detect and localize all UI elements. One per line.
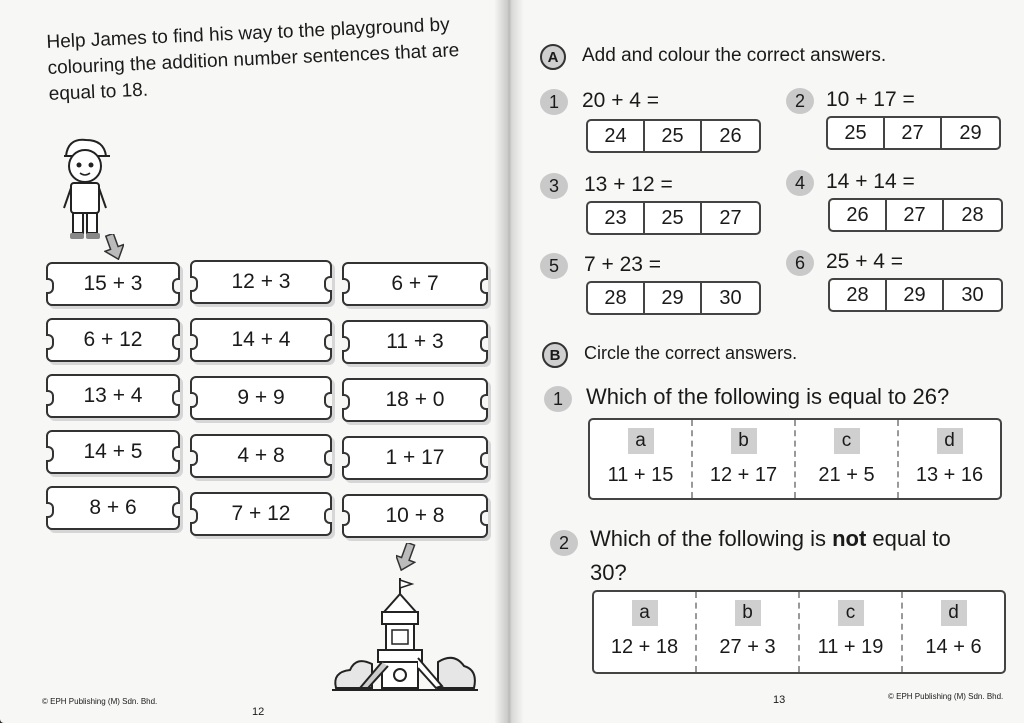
answer-option[interactable]: 26 [830, 200, 887, 230]
answer-options [586, 281, 761, 315]
answer-option[interactable]: 28 [830, 280, 887, 310]
choice-b[interactable] [693, 420, 796, 498]
question-text: 10 + 17 = [826, 88, 915, 111]
answer-options [586, 201, 761, 235]
answer-option[interactable]: 28 [588, 283, 645, 313]
page-number: 13 [773, 694, 786, 706]
answer-options [828, 278, 1003, 312]
choice-letter: d [937, 428, 963, 454]
question-text: 14 + 14 = [826, 170, 915, 193]
answer-option[interactable]: 29 [887, 280, 944, 310]
answer-option[interactable]: 27 [887, 200, 944, 230]
section-a-title: Add and colour the correct answers. [582, 45, 887, 66]
choice-letter: b [735, 600, 761, 626]
question-text-emphasis: not [832, 526, 867, 551]
question-number: 4 [786, 170, 814, 196]
question-text-line2: 30? [590, 560, 627, 585]
question-text: 13 + 12 = [584, 173, 673, 196]
choice-expression: 11 + 15 [607, 464, 674, 486]
maze-cell[interactable]: 13 + 4 [46, 374, 180, 418]
left-page [0, 0, 508, 723]
choice-d[interactable] [903, 592, 1004, 672]
maze-cell[interactable]: 8 + 6 [46, 486, 180, 530]
copyright-text: © EPH Publishing (M) Sdn. Bhd. [888, 692, 1004, 701]
choice-a[interactable] [594, 592, 697, 672]
choice-c[interactable] [800, 592, 903, 672]
question-text-part: equal to [866, 526, 951, 551]
answer-option[interactable]: 25 [828, 118, 885, 148]
answer-option[interactable]: 30 [961, 283, 984, 306]
maze-cell[interactable]: 11 + 3 [342, 320, 488, 364]
right-page [508, 0, 1024, 723]
boy-james-illustration [56, 136, 114, 246]
choice-letter: a [632, 600, 658, 626]
answer-option[interactable]: 25 [645, 203, 702, 233]
maze-cell[interactable]: 7 + 12 [190, 492, 332, 536]
answer-options [586, 119, 761, 153]
choice-b[interactable] [697, 592, 800, 672]
book-gutter-shadow [494, 0, 524, 723]
instruction-text: Help James to find his way to the playground by colouring the addition number sentences that are equal to 18. [46, 14, 460, 105]
question-number: 5 [540, 253, 568, 279]
section-a-badge: A [540, 44, 566, 70]
choice-expression: 12 + 18 [610, 636, 679, 658]
maze-cell[interactable]: 1 + 17 [342, 436, 488, 480]
choice-letter: b [731, 428, 757, 454]
maze-cell[interactable]: 15 + 3 [46, 262, 180, 306]
maze-cell[interactable]: 4 + 8 [190, 434, 332, 478]
choice-table [588, 418, 1002, 500]
maze-cell[interactable]: 14 + 5 [46, 430, 180, 474]
maze-cell[interactable]: 6 + 12 [46, 318, 180, 362]
section-b-badge: B [542, 342, 568, 368]
page-number: 12 [252, 706, 265, 718]
answer-option[interactable]: 25 [645, 121, 702, 151]
maze-cell[interactable]: 12 + 3 [190, 260, 332, 304]
answer-option[interactable]: 23 [588, 203, 645, 233]
choice-expression: 27 + 3 [719, 636, 776, 658]
answer-option[interactable]: 27 [719, 206, 742, 229]
answer-option[interactable]: 30 [719, 286, 742, 309]
question-text-part: Which of the following is [590, 526, 833, 551]
question-number: 2 [786, 88, 814, 114]
question-text [590, 524, 951, 554]
question-text: 25 + 4 = [826, 250, 904, 273]
choice-c[interactable] [796, 420, 899, 498]
choice-table [592, 590, 1006, 674]
answer-option[interactable]: 27 [885, 118, 942, 148]
down-arrow-icon [396, 543, 416, 571]
answer-options [826, 116, 1001, 150]
maze-cell[interactable]: 14 + 4 [190, 318, 332, 362]
choice-letter: c [838, 600, 864, 626]
answer-options [828, 198, 1003, 232]
answer-option[interactable]: 29 [959, 121, 982, 144]
choice-expression: 12 + 17 [709, 464, 778, 486]
copyright-text: © EPH Publishing (M) Sdn. Bhd. [42, 697, 158, 706]
choice-d[interactable] [899, 420, 1000, 498]
question-number: 2 [550, 530, 578, 556]
choice-expression: 13 + 16 [915, 464, 984, 486]
question-number: 6 [786, 250, 814, 276]
answer-option[interactable]: 26 [719, 124, 742, 147]
maze-cell[interactable]: 6 + 7 [342, 262, 488, 306]
question-text: 7 + 23 = [584, 253, 662, 276]
choice-expression: 21 + 5 [818, 464, 875, 486]
question-number: 1 [540, 89, 568, 115]
maze-cell[interactable]: 10 + 8 [342, 494, 488, 538]
question-text: Which of the following is equal to 26? [586, 384, 950, 409]
choice-a[interactable] [590, 420, 693, 498]
section-b-title: Circle the correct answers. [584, 343, 798, 363]
maze-cell[interactable]: 18 + 0 [342, 378, 488, 422]
question-text: 20 + 4 = [582, 89, 660, 112]
question-number: 3 [540, 173, 568, 199]
answer-option[interactable]: 24 [588, 121, 645, 151]
choice-expression: 14 + 6 [925, 636, 982, 658]
question-number: 1 [544, 386, 572, 412]
down-arrow-icon [104, 234, 124, 260]
answer-option[interactable]: 29 [645, 283, 702, 313]
choice-letter: c [834, 428, 860, 454]
playground-castle-illustration [332, 578, 478, 696]
answer-option[interactable]: 28 [961, 203, 984, 226]
choice-letter: a [628, 428, 654, 454]
choice-expression: 11 + 19 [817, 636, 884, 658]
maze-cell[interactable]: 9 + 9 [190, 376, 332, 420]
choice-letter: d [941, 600, 967, 626]
